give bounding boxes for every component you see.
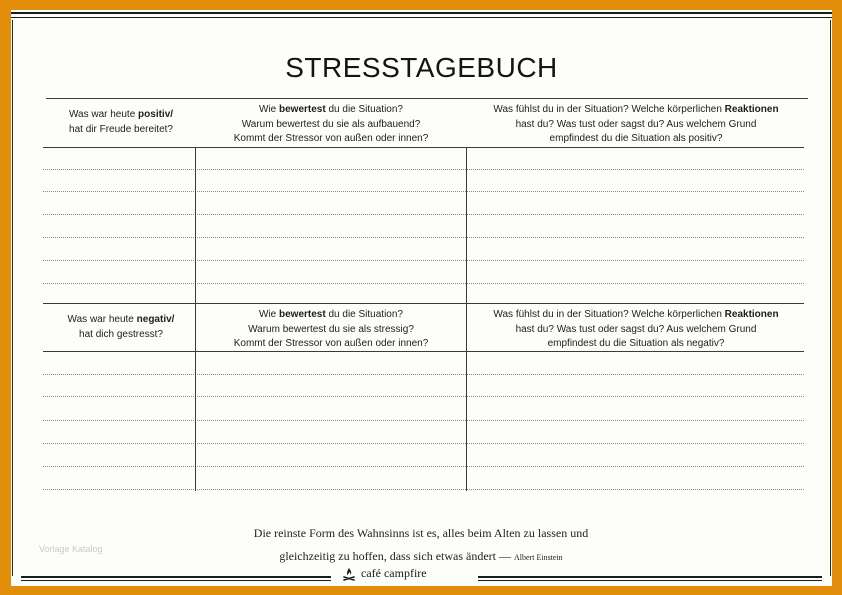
writing-line bbox=[43, 237, 804, 238]
writing-line bbox=[43, 466, 804, 467]
writing-line bbox=[43, 374, 804, 375]
writing-line bbox=[43, 396, 804, 397]
page-title: STRESSTAGEBUCH bbox=[285, 52, 558, 83]
writing-line bbox=[43, 214, 804, 215]
table-top-rule-positive bbox=[43, 147, 804, 148]
quote bbox=[161, 522, 681, 569]
stress-diary-page bbox=[11, 10, 832, 586]
column-divider-2 bbox=[466, 147, 467, 491]
writing-line bbox=[43, 283, 804, 284]
quote-line-1: Die reinste Form des Wahnsinns ist es, alles beim Alten zu lassen und bbox=[253, 526, 589, 540]
question-positive-evaluation: Wie bewertest du die Situation? Warum bewertest du sie als aufbauend? Kommt der Stressor von außen oder innen? bbox=[233, 104, 429, 144]
bottom-rule-right-inner bbox=[478, 580, 822, 581]
bottom-rule-right bbox=[478, 576, 822, 578]
table-top-rule-negative bbox=[43, 351, 804, 352]
question-negative-evaluation: Wie bewertest du die Situation? Warum bewertest du sie als stressig? Kommt der Stressor von außen oder innen? bbox=[233, 309, 429, 349]
writing-line bbox=[43, 489, 804, 490]
watermark: Vorlage Katalog bbox=[39, 544, 103, 554]
quote-line-2: gleichzeitig zu hoffen, dass sich etwas ändert — Albert Einstein bbox=[279, 549, 563, 563]
column-divider-1 bbox=[195, 147, 196, 491]
question-negative-reactions: Was fühlst du in der Situation? Welche körperlichen Reaktionen hast du? Was tust oder sagst du? Aus welchem Grund empfindest du die Situation als negativ? bbox=[493, 309, 779, 349]
bottom-rule-left-inner bbox=[21, 580, 331, 581]
top-border-inner bbox=[11, 17, 832, 18]
section-divider-rule bbox=[43, 303, 804, 304]
bottom-rule-left bbox=[21, 576, 331, 578]
writing-line bbox=[43, 169, 804, 170]
question-positive-what: Was war heute positiv/ hat dir Freude bereitet? bbox=[68, 109, 174, 135]
brand-name: café campfire bbox=[361, 566, 427, 580]
question-negative-what: Was war heute negativ/ hat dich gestresst? bbox=[67, 314, 175, 340]
campfire-icon bbox=[342, 567, 356, 581]
writing-line bbox=[43, 191, 804, 192]
writing-line bbox=[43, 420, 804, 421]
writing-line bbox=[43, 260, 804, 261]
question-positive-reactions: Was fühlst du in der Situation? Welche körperlichen Reaktionen hast du? Was tust oder sagst du? Aus welchem Grund empfindest du die Situation als positiv? bbox=[493, 104, 779, 144]
quote-author: Albert Einstein bbox=[514, 553, 563, 562]
top-border bbox=[11, 12, 832, 14]
left-border bbox=[12, 20, 13, 576]
brand-logo bbox=[342, 566, 502, 581]
right-border bbox=[830, 20, 831, 576]
writing-line bbox=[43, 443, 804, 444]
header-rule-positive bbox=[46, 98, 808, 99]
